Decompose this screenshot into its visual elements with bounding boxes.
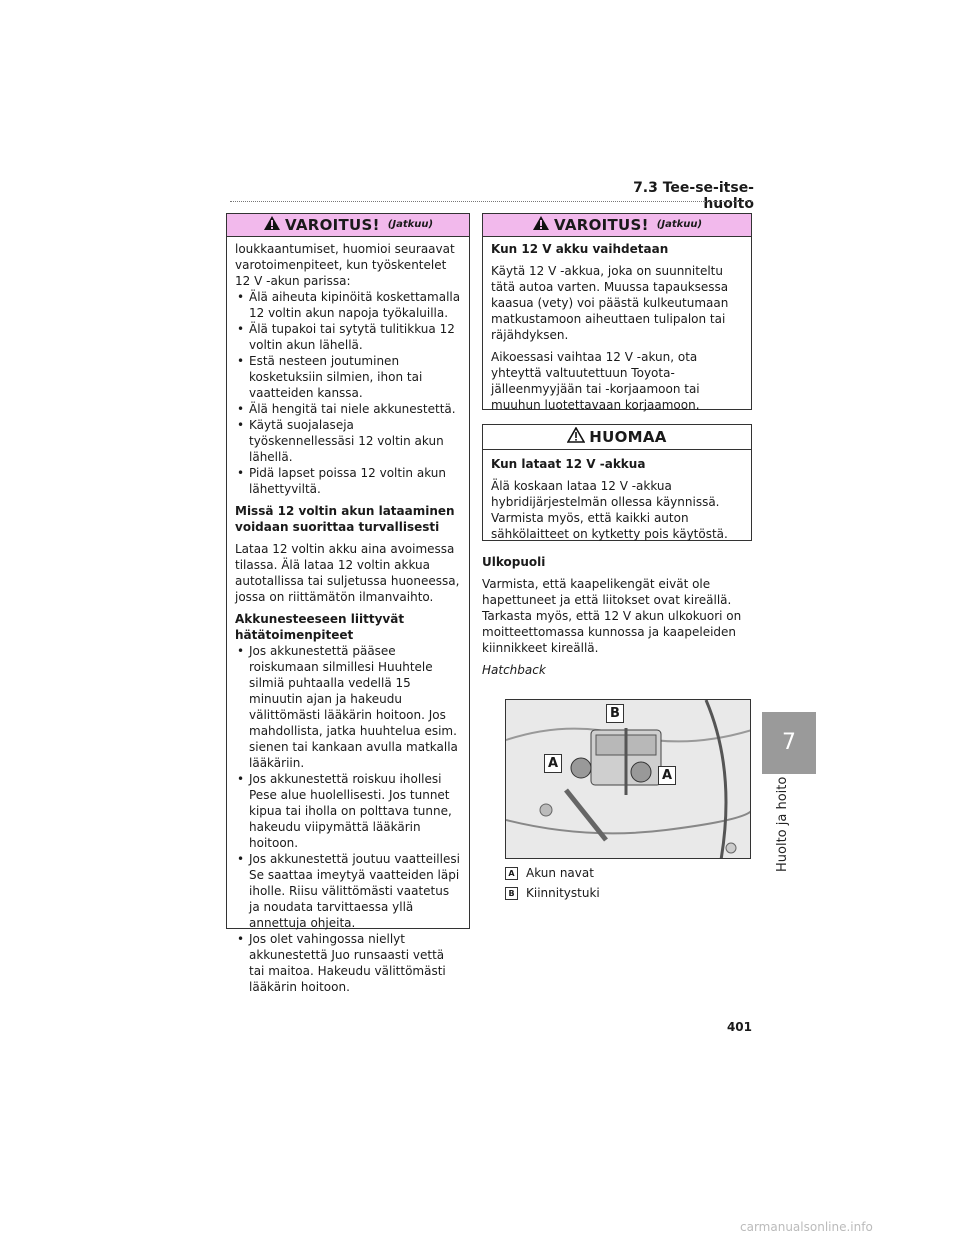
- chapter-label: Huolto ja hoito: [775, 776, 790, 872]
- list-item: • Älä tupakoi tai sytytä tulitikkua 12 voltin akun lähellä.: [235, 321, 461, 353]
- list-item: • Jos akkunestettä roiskuu ihollesi Pese alue huolellisesti. Jos tunnet kipua tai iholla on polttava tunne, hakeudu viipymättä lääkärin hoitoon.: [235, 771, 461, 851]
- notice-title: HUOMAA: [589, 428, 667, 446]
- outside-text: Varmista, että kaapelikengät eivät ole hapettuneet ja että liitokset ovat kireällä. Tarkasta myös, että 12 V akun ulkokuori on moitteettomassa kunnossa ja kaapeleiden kiinnikkeet kireällä.: [482, 577, 742, 655]
- warning-icon: [532, 215, 550, 235]
- notice-text: Älä koskaan lataa 12 V -akkua hybridijärjestelmän ollessa käynnissä. Varmista myös, että kaikki auton sähkölaitteet on kytketty pois käytöstä.: [491, 479, 728, 541]
- legend-text: Akun navat: [526, 866, 594, 880]
- notice-box: [482, 424, 752, 541]
- outside-section: [482, 554, 752, 678]
- list-item: • Käytä suojalaseja työskennellessäsi 12 voltin akun lähellä.: [235, 417, 461, 465]
- emergency-list: [235, 643, 461, 995]
- notice-header: [483, 425, 751, 450]
- dealer-text: Aikoessasi vaihtaa 12 V -akun, ota yhteyttä valtuutettuun Toyota-jälleenmyyjään tai -korjaamoon tai muuhun luotettavaan korjaamoon.: [491, 350, 700, 412]
- chapter-tab: 7: [762, 712, 816, 774]
- legend-item-a: [505, 866, 594, 880]
- watermark: carmanualsonline.info: [740, 1220, 873, 1234]
- subheading-charging-notice: Kun lataat 12 V -akkua: [491, 457, 646, 471]
- page-number: 401: [726, 1020, 752, 1034]
- notice-body: [483, 450, 751, 548]
- outside-heading: Ulkopuoli: [482, 555, 546, 569]
- intro-text: loukkaantumiset, huomioi seuraavat varotoimenpiteet, kun työskentelet 12 V -akun parissa:: [235, 242, 455, 288]
- engine-bay-illustration: [506, 700, 751, 859]
- subheading-emergency: Akkunesteeseen liittyvät hätätoimenpiteet: [235, 612, 405, 642]
- legend-key: A: [505, 867, 518, 880]
- subheading-charging: Missä 12 voltin akun lataaminen voidaan suorittaa turvallisesti: [235, 504, 455, 534]
- legend-item-b: [505, 886, 600, 900]
- replace-text: Käytä 12 V -akkua, joka on suunniteltu tätä autoa varten. Muussa tapauksessa kaasua (vety) voi päästä kulkeutumaan matkustamoon aiheuttaen tulipalon tai räjähdyksen.: [491, 264, 729, 342]
- figure-label-a: A: [544, 754, 562, 773]
- subheading-replace: Kun 12 V akku vaihdetaan: [491, 242, 669, 256]
- warning-header: [483, 214, 751, 237]
- left-warning-box: [226, 213, 470, 994]
- warning-title: VAROITUS!: [553, 216, 649, 234]
- warning-title: VAROITUS!: [284, 216, 380, 234]
- continued-label: (Jatkuu): [656, 219, 703, 230]
- header-rule: [230, 201, 752, 202]
- list-item: • Estä nesteen joutuminen kosketuksiin silmien, ihon tai vaatteiden kanssa.: [235, 353, 461, 401]
- list-item: • Jos akkunestettä pääsee roiskumaan silmillesi Huuhtele silmiä puhtaalla vedellä 15 minuutin ajan ja hakeudu välittömästi lääkärin hoitoon. Jos mahdollista, jatka huuhtelua esim. sienen tai kankaan avulla matkalla lääkäriin.: [235, 643, 461, 771]
- list-item: • Älä aiheuta kipinöitä koskettamalla 12 voltin akun napoja työkaluilla.: [235, 289, 461, 321]
- legend-key: B: [505, 887, 518, 900]
- warning-body: [227, 237, 469, 1001]
- list-item: • Älä hengitä tai niele akkunestettä.: [235, 401, 461, 417]
- engine-bay-figure: [505, 699, 751, 859]
- notice-icon: [567, 427, 585, 447]
- charging-text: Lataa 12 voltin akku aina avoimessa tilassa. Älä lataa 12 voltin akkua autotallissa tai suljetussa huoneessa, jossa on riittämätön ilmanvaihto.: [235, 542, 460, 604]
- warning-icon: [263, 215, 281, 235]
- warning-body: [483, 237, 751, 419]
- list-item: • Pidä lapset poissa 12 voltin akun lähettyviltä.: [235, 465, 461, 497]
- figure-label-b: B: [606, 704, 624, 723]
- warning-header: [227, 214, 469, 237]
- legend-text: Kiinnitystuki: [526, 886, 600, 900]
- variant-label: Hatchback: [482, 663, 546, 677]
- precaution-list: [235, 289, 461, 497]
- continued-label: (Jatkuu): [387, 219, 434, 230]
- list-item: • Jos akkunestettä joutuu vaatteillesi Se saattaa imeytyä vaatteiden läpi iholle. Riisu välittömästi vaatetus ja noudata tarvittaessa yllä annettuja ohjeita.: [235, 851, 461, 931]
- figure-label-a: A: [658, 766, 676, 785]
- right-warning-box: [482, 213, 752, 410]
- list-item: • Jos olet vahingossa niellyt akkunestettä Juo runsaasti vettä tai maitoa. Hakeudu välittömästi lääkärin hoitoon.: [235, 931, 461, 995]
- section-title: 7.3 Tee-se-itse-huolto: [633, 180, 754, 212]
